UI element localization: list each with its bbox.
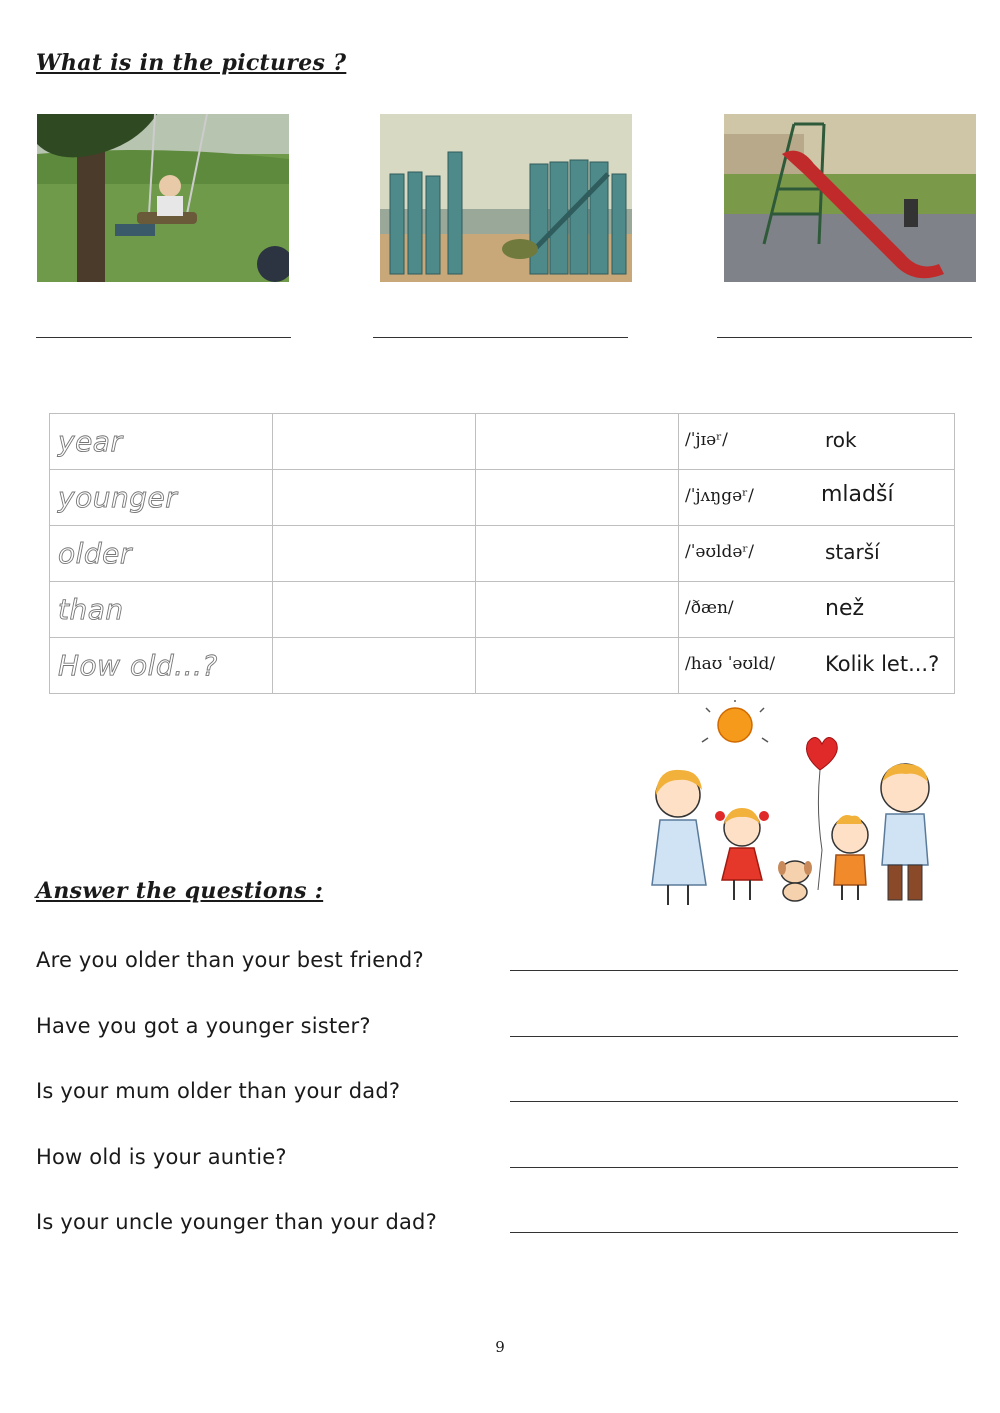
pronunciation-cell: [679, 526, 955, 582]
vocab-word: year: [50, 414, 273, 470]
vocab-word: older: [50, 526, 273, 582]
swing-image: [37, 114, 289, 282]
writing-cell[interactable]: [476, 638, 679, 694]
dad-figure: [881, 764, 929, 900]
vocab-word: younger: [50, 470, 273, 526]
pronunciation-cell: [679, 638, 955, 694]
translation-text: rok: [825, 428, 857, 452]
dog-figure: [778, 861, 812, 901]
gate-photo: [380, 114, 632, 282]
question-3: Is your mum older than your dad?: [36, 1079, 401, 1103]
family-cartoon: [630, 700, 945, 910]
translation-text: mladší: [821, 482, 894, 507]
question-4: How old is your auntie?: [36, 1145, 287, 1169]
girl-figure: [715, 808, 769, 900]
writing-cell[interactable]: [476, 526, 679, 582]
question-2: Have you got a younger sister?: [36, 1014, 371, 1038]
ipa-text: /ˈjɪəʳ/: [685, 430, 728, 450]
answer-heading: Answer the questions :: [36, 878, 324, 904]
baby-boy-figure: [832, 815, 868, 900]
writing-cell[interactable]: [476, 414, 679, 470]
pictures-heading: What is in the pictures ?: [36, 50, 347, 76]
table-row: [50, 526, 955, 582]
vocab-word: than: [50, 582, 273, 638]
ipa-text: /ˈəʊldəʳ/: [685, 542, 755, 562]
slide-photo: [724, 114, 976, 282]
answer-line-5[interactable]: [510, 1232, 958, 1233]
writing-cell[interactable]: [476, 582, 679, 638]
question-1: Are you older than your best friend?: [36, 948, 424, 972]
answer-line-2[interactable]: [510, 1036, 958, 1037]
gate-image: [380, 114, 632, 282]
swing-photo: [37, 114, 289, 282]
pronunciation-cell: [679, 470, 955, 526]
sun-icon: [702, 700, 768, 742]
answer-line-1[interactable]: [510, 970, 958, 971]
writing-cell[interactable]: [273, 582, 476, 638]
vocab-word: How old...?: [50, 638, 273, 694]
answer-blank-3[interactable]: [717, 337, 972, 338]
page-number: 9: [495, 1338, 505, 1356]
writing-cell[interactable]: [273, 470, 476, 526]
table-row: [50, 470, 955, 526]
answer-blank-2[interactable]: [373, 337, 628, 338]
table-row: [50, 414, 955, 470]
ipa-text: /ðæn/: [685, 598, 734, 618]
ipa-text: /haʊ ˈəʊld/: [685, 654, 776, 674]
slide-image: [724, 114, 976, 282]
mum-figure: [652, 770, 706, 905]
writing-cell[interactable]: [476, 470, 679, 526]
translation-text: Kolik let...?: [825, 652, 940, 676]
table-row: [50, 638, 955, 694]
answer-line-4[interactable]: [510, 1167, 958, 1168]
pronunciation-cell: [679, 414, 955, 470]
writing-cell[interactable]: [273, 414, 476, 470]
answer-line-3[interactable]: [510, 1101, 958, 1102]
translation-text: než: [825, 596, 865, 621]
table-row: [50, 582, 955, 638]
writing-cell[interactable]: [273, 526, 476, 582]
pronunciation-cell: [679, 582, 955, 638]
translation-text: starší: [825, 540, 880, 564]
question-5: Is your uncle younger than your dad?: [36, 1210, 437, 1234]
vocabulary-table: [49, 413, 955, 694]
writing-cell[interactable]: [273, 638, 476, 694]
ipa-text: /ˈjʌŋgəʳ/: [685, 486, 754, 506]
answer-blank-1[interactable]: [36, 337, 291, 338]
family-illustration: [630, 700, 945, 910]
